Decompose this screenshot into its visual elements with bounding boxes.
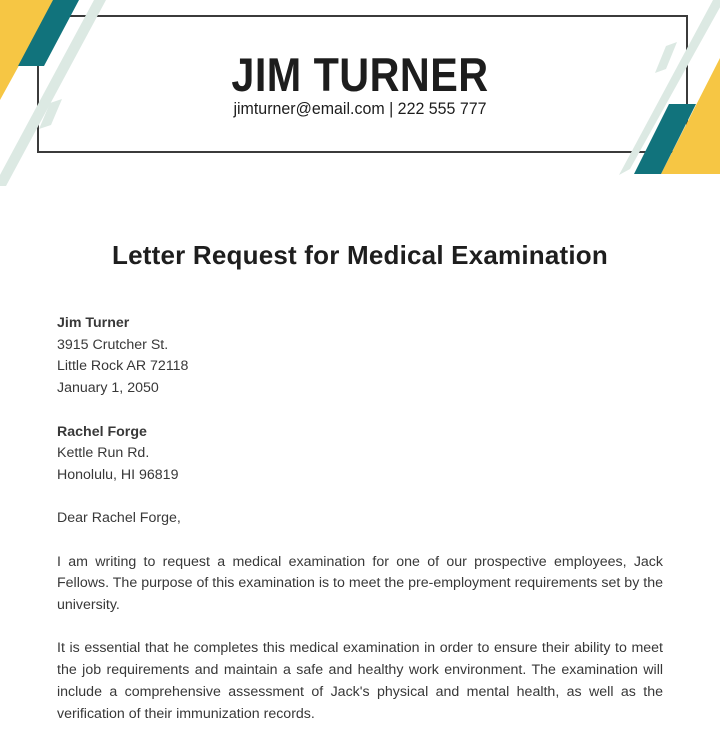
letterhead-contact: jimturner@email.com | 222 555 777 xyxy=(233,99,487,118)
sender-address-line2: Little Rock AR 72118 xyxy=(57,358,189,375)
recipient-address-line2: Honolulu, HI 96819 xyxy=(57,466,179,483)
recipient-block xyxy=(57,422,663,487)
letter-body xyxy=(57,313,663,747)
sender-address-line1: 3915 Crutcher St. xyxy=(57,336,169,353)
body-paragraph-2: It is essential that he completes this medical examination in order to ensure their ability to meet the job requirements and maintain a safe and healthy work environment. The examination will include a comprehensive assessment of Jack's physical and mental health, as well as the verification of their immunization records. xyxy=(57,640,663,722)
letter-title: Letter Request for Medical Examination xyxy=(112,240,608,270)
letter-date: January 1, 2050 xyxy=(57,380,159,397)
sender-block xyxy=(57,313,663,400)
sender-name: Jim Turner xyxy=(57,315,130,331)
recipient-address-line1: Kettle Run Rd. xyxy=(57,445,150,462)
recipient-name: Rachel Forge xyxy=(57,423,147,440)
body-paragraph-1: I am writing to request a medical examination for one of our prospective employees, Jack Fellows. The purpose of this examination is to meet the pre-employment requirements set by the university. xyxy=(57,553,663,614)
salutation: Dear Rachel Forge, xyxy=(57,510,181,527)
letterhead-name: JIM TURNER xyxy=(231,48,489,101)
